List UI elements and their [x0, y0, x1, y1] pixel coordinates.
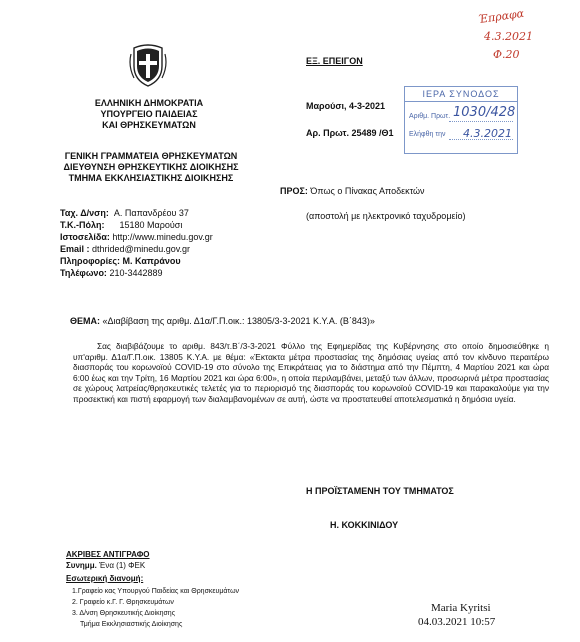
attachment-value: Ένα (1) ΦΕΚ [99, 561, 146, 570]
internal-distribution-list [72, 586, 239, 630]
letter-body-text: Σας διαβιβάζουμε το αριθμ. 843/τ.Β΄/3-3-2021 Φύλλο της Εφημερίδας της Κυβέρνησης στο οποίο δημοσιεύθηκε η υπ'αριθμ. Δ1α/Γ.Π.οικ. 13805 Κ.Υ.Α. με θέμα: «Έκτακτα μέτρα προστασίας της δημόσιας υγείας από τον κίνδυνο περαιτέρω διασποράς του κορωνοϊού COVID-19 στο σύνολο της Επικράτειας για το διάστημα από την Πέμπτη, 4 Μαρτίου 2021 και ώρα 6:00 έως και την Τρίτη, 16 Μαρτίου 2021 και ώρα 6:00», η οποία περιλαμβάνει, μεταξύ των άλλων, προσωρινά μέτρα προστασίας σε χώρους λατρείας/θρησκευτικές τελετές για το περιορισμό της διασποράς του κορωνοϊού COVID-19 και παρακαλούμε για την προσεκτική και πιστή εφαρμογή των διαλαμβανομένων σε αυτή, ώστε να προστατευθεί αποτελεσματικά η δημόσια υγεία. [73, 341, 549, 404]
phone-value: 210-3442889 [109, 268, 163, 278]
email-value[interactable]: dthrided@minedu.gov.gr [92, 244, 191, 254]
distribution-item: 3. Δ/νση Θρησκευτικής Διοίκησης [72, 610, 176, 617]
subject-line [70, 316, 375, 326]
department-block [60, 151, 242, 183]
email-label: Email : [60, 244, 90, 254]
handwritten-note-3: Φ.20 [493, 48, 520, 61]
header-line-3: ΚΑΙ ΘΡΗΣΚΕΥΜΑΤΩΝ [102, 120, 196, 130]
stamp-protocol-number: 1030/428 [453, 105, 516, 120]
stamp-received-date: 4.3.2021 [463, 127, 512, 140]
recipient-label: ΠΡΟΣ: [280, 186, 308, 196]
website-value[interactable]: http://www.minedu.gov.gr [112, 232, 213, 242]
internal-distribution-label: Εσωτερική διανομή: [66, 574, 144, 583]
address-value: Α. Παπανδρέου 37 [113, 208, 189, 218]
urgency-label: ΕΞ. ΕΠΕΙΓΟΝ [306, 56, 363, 66]
stamp-title: ΙΕΡΑ ΣΥΝΟΔΟΣ [422, 89, 500, 99]
distribution-item: 1.Γραφείο κας Υπουργού Παιδείας και Θρησκευμάτων [72, 588, 240, 595]
recipient-line [280, 186, 425, 196]
contact-block [60, 207, 213, 279]
closing-title: Η ΠΡΟΪΣΤΑΜΕΝΗ ΤΟΥ ΤΜΗΜΑΤΟΣ [306, 486, 454, 496]
recipient-value: Όπως ο Πίνακας Αποδεκτών [310, 186, 425, 196]
closing-name: Η. ΚΟΚΚΙΝΙΔΟΥ [330, 520, 399, 530]
received-stamp [404, 86, 518, 154]
stamp-row2-label: Ελήφθη την [409, 131, 446, 138]
attachment-line [66, 561, 145, 570]
attachment-label: Συνημμ. [66, 561, 97, 570]
website-label: Ιστοσελίδα: [60, 232, 110, 242]
protocol-line: Αρ. Πρωτ. 25489 /Θ1 [306, 128, 394, 138]
info-value: Μ. Καπράνου [122, 256, 181, 266]
recipient-note: (αποστολή με ηλεκτρονικό ταχυδρομείο) [306, 211, 466, 221]
header-ministry [76, 98, 222, 130]
header-line-1: ΕΛΛΗΝΙΚΗ ΔΗΜΟΚΡΑΤΙΑ [94, 98, 204, 108]
header-line-2: ΥΠΟΥΡΓΕΙΟ ΠΑΙΔΕΙΑΣ [100, 109, 198, 119]
date-line: Μαρούσι, 4-3-2021 [306, 101, 386, 111]
handwritten-note-1: Έπραφα [477, 6, 525, 27]
department-line-3: ΤΜΗΜΑ ΕΚΚΛΗΣΙΑΣΤΙΚΗΣ ΔΙΟΙΚΗΣΗΣ [68, 173, 234, 183]
phone-label: Τηλέφωνο: [60, 268, 107, 278]
coat-of-arms-emblem [128, 40, 168, 88]
info-label: Πληροφορίες: [60, 256, 121, 266]
stamp-row1-label: Αριθμ. Πρωτ. [409, 113, 451, 120]
address-label: Ταχ. Δ/νση: [60, 208, 109, 218]
greek-coat-of-arms-icon [128, 40, 168, 88]
distribution-item: Τμήμα Εκκλησιαστικής Διοίκησης [80, 621, 183, 628]
postal-label: Τ.Κ.-Πόλη: [60, 220, 105, 230]
postal-value: 15180 Μαρούσι [119, 220, 183, 230]
digital-signature-name: Maria Kyritsi [431, 602, 491, 614]
subject-value: «Διαβίβαση της αριθμ. Δ1α/Γ.Π.οικ.: 13805/3-3-2021 Κ.Υ.Α. (Β΄843)» [102, 316, 375, 326]
digital-signature-datetime: 04.03.2021 10:57 [418, 616, 496, 628]
subject-label: ΘΕΜΑ: [70, 316, 100, 326]
true-copy-label: ΑΚΡΙΒΕΣ ΑΝΤΙΓΡΑΦΟ [66, 550, 150, 559]
letter-body [73, 341, 549, 404]
department-line-2: ΔΙΕΥΘΥΝΣΗ ΘΡΗΣΚΕΥΤΙΚΗΣ ΔΙΟΙΚΗΣΗΣ [63, 162, 239, 172]
handwritten-note-2: 4.3.2021 [484, 30, 533, 43]
distribution-item: 2. Γραφείο κ.Γ. Γ. Θρησκευμάτων [72, 599, 174, 606]
department-line-1: ΓΕΝΙΚΗ ΓΡΑΜΜΑΤΕΙΑ ΘΡΗΣΚΕΥΜΑΤΩΝ [64, 151, 238, 161]
